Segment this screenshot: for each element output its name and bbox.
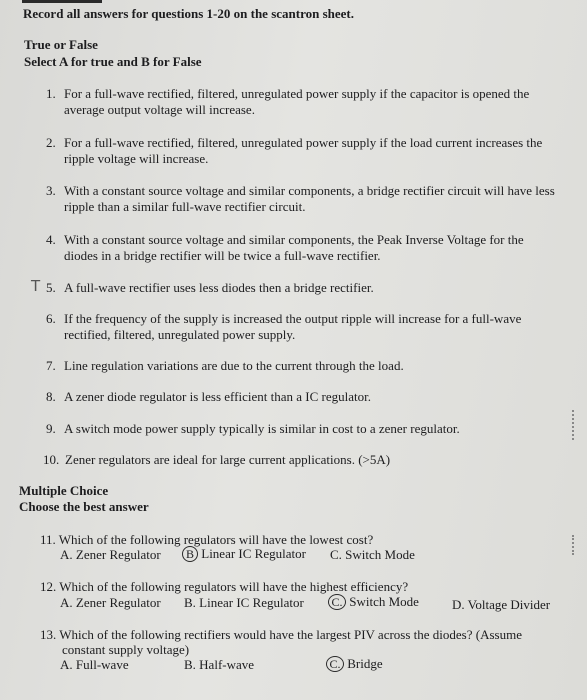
- tf-question-4: [46, 232, 576, 264]
- mc-question-13-stem: 13. Which of the following rectifiers would have the largest PIV across the diodes? (Assume: [40, 627, 522, 642]
- tf-question-5: [46, 280, 576, 296]
- circled-answer-mark: B: [182, 546, 198, 562]
- question-number: 3.: [46, 183, 56, 198]
- mc-question-13-stem-line2: constant supply voltage): [62, 642, 190, 657]
- question-number: 1.: [46, 86, 56, 101]
- question-text-line1: Line regulation variations are due to the current through the load.: [64, 358, 404, 373]
- question-text-line2: ripple than a similar full-wave rectifier circuit.: [64, 199, 306, 214]
- mc-question-11-option-b: [182, 546, 306, 562]
- question-text-line1: With a constant source voltage and similar components, the Peak Inverse Voltage for the: [64, 232, 524, 247]
- question-number: 6.: [46, 311, 56, 326]
- tf-question-3: [46, 183, 582, 215]
- question-number: 8.: [46, 389, 56, 404]
- mc-question-11-option-c: C. Switch Mode: [330, 547, 415, 562]
- mc-question-13-option-c: [326, 656, 383, 672]
- question-text-line1: A full-wave rectifier uses less diodes then a bridge rectifier.: [64, 280, 374, 295]
- mc-question-13-option-a: A. Full-wave: [60, 657, 129, 672]
- option-text: Bridge: [347, 656, 383, 671]
- top-rule: [22, 0, 102, 3]
- question-text-line1: A zener diode regulator is less efficient than a IC regulator.: [64, 389, 371, 404]
- question-number: 10.: [43, 452, 60, 467]
- page-edge-mark: [572, 410, 582, 440]
- question-text-line1: For a full-wave rectified, filtered, unregulated power supply if the capacitor is opened the: [64, 86, 530, 101]
- circled-answer-mark: C.: [328, 594, 346, 610]
- mc-section-title: Multiple Choice: [19, 483, 109, 498]
- question-number: 5.: [46, 280, 56, 295]
- handwritten-true-mark: T: [31, 277, 41, 295]
- mc-question-12-option-c: [328, 594, 419, 610]
- tf-section-title: True or False: [24, 37, 98, 52]
- question-number: 2.: [46, 135, 56, 150]
- question-number: 7.: [46, 358, 56, 373]
- mc-question-12-option-b: B. Linear IC Regulator: [184, 595, 304, 610]
- question-number: 9.: [46, 421, 56, 436]
- tf-question-8: [46, 389, 576, 405]
- mc-question-13-option-b: B. Half-wave: [184, 657, 255, 672]
- question-text-line1: Zener regulators are ideal for large current applications. (>5A): [65, 452, 391, 467]
- question-text-line2: diodes in a bridge rectifier will be twice a full-wave rectifier.: [64, 248, 381, 263]
- tf-question-1: [46, 86, 576, 118]
- question-text-line2: average output voltage will increase.: [64, 102, 255, 117]
- question-number: 4.: [46, 232, 56, 247]
- mc-question-11-stem: 11. Which of the following regulators will have the lowest cost?: [40, 532, 374, 547]
- question-text-line2: ripple voltage will increase.: [64, 151, 209, 166]
- mc-section-subtitle: Choose the best answer: [19, 499, 149, 514]
- tf-question-2: [46, 135, 576, 167]
- tf-question-9: [46, 421, 576, 437]
- question-text-line2: rectified, filtered, unregulated power supply.: [64, 327, 296, 342]
- question-text-line1: If the frequency of the supply is increased the output ripple will increase for a full-wave: [64, 311, 522, 326]
- question-text-line1: With a constant source voltage and similar components, a bridge rectifier circuit will have less: [64, 183, 555, 198]
- option-text: Linear IC Regulator: [201, 546, 306, 561]
- tf-question-10: [43, 452, 573, 468]
- mc-question-12-option-d: D. Voltage Divider: [452, 597, 551, 612]
- question-text-line1: For a full-wave rectified, filtered, unregulated power supply if the load current increases the: [64, 135, 543, 150]
- circled-answer-mark: C.: [326, 656, 344, 672]
- tf-question-6: [46, 311, 576, 343]
- mc-question-11-option-a: A. Zener Regulator: [60, 547, 161, 562]
- tf-question-7: [46, 358, 576, 374]
- scantron-instruction: Record all answers for questions 1-20 on the scantron sheet.: [23, 6, 355, 21]
- mc-question-12-option-a: A. Zener Regulator: [60, 595, 161, 610]
- page-edge-mark: [572, 535, 582, 555]
- option-text: Switch Mode: [349, 594, 419, 609]
- question-text-line1: A switch mode power supply typically is similar in cost to a zener regulator.: [64, 421, 460, 436]
- tf-section-subtitle: Select A for true and B for False: [24, 54, 202, 69]
- mc-question-12-stem: 12. Which of the following regulators will have the highest efficiency?: [40, 579, 409, 594]
